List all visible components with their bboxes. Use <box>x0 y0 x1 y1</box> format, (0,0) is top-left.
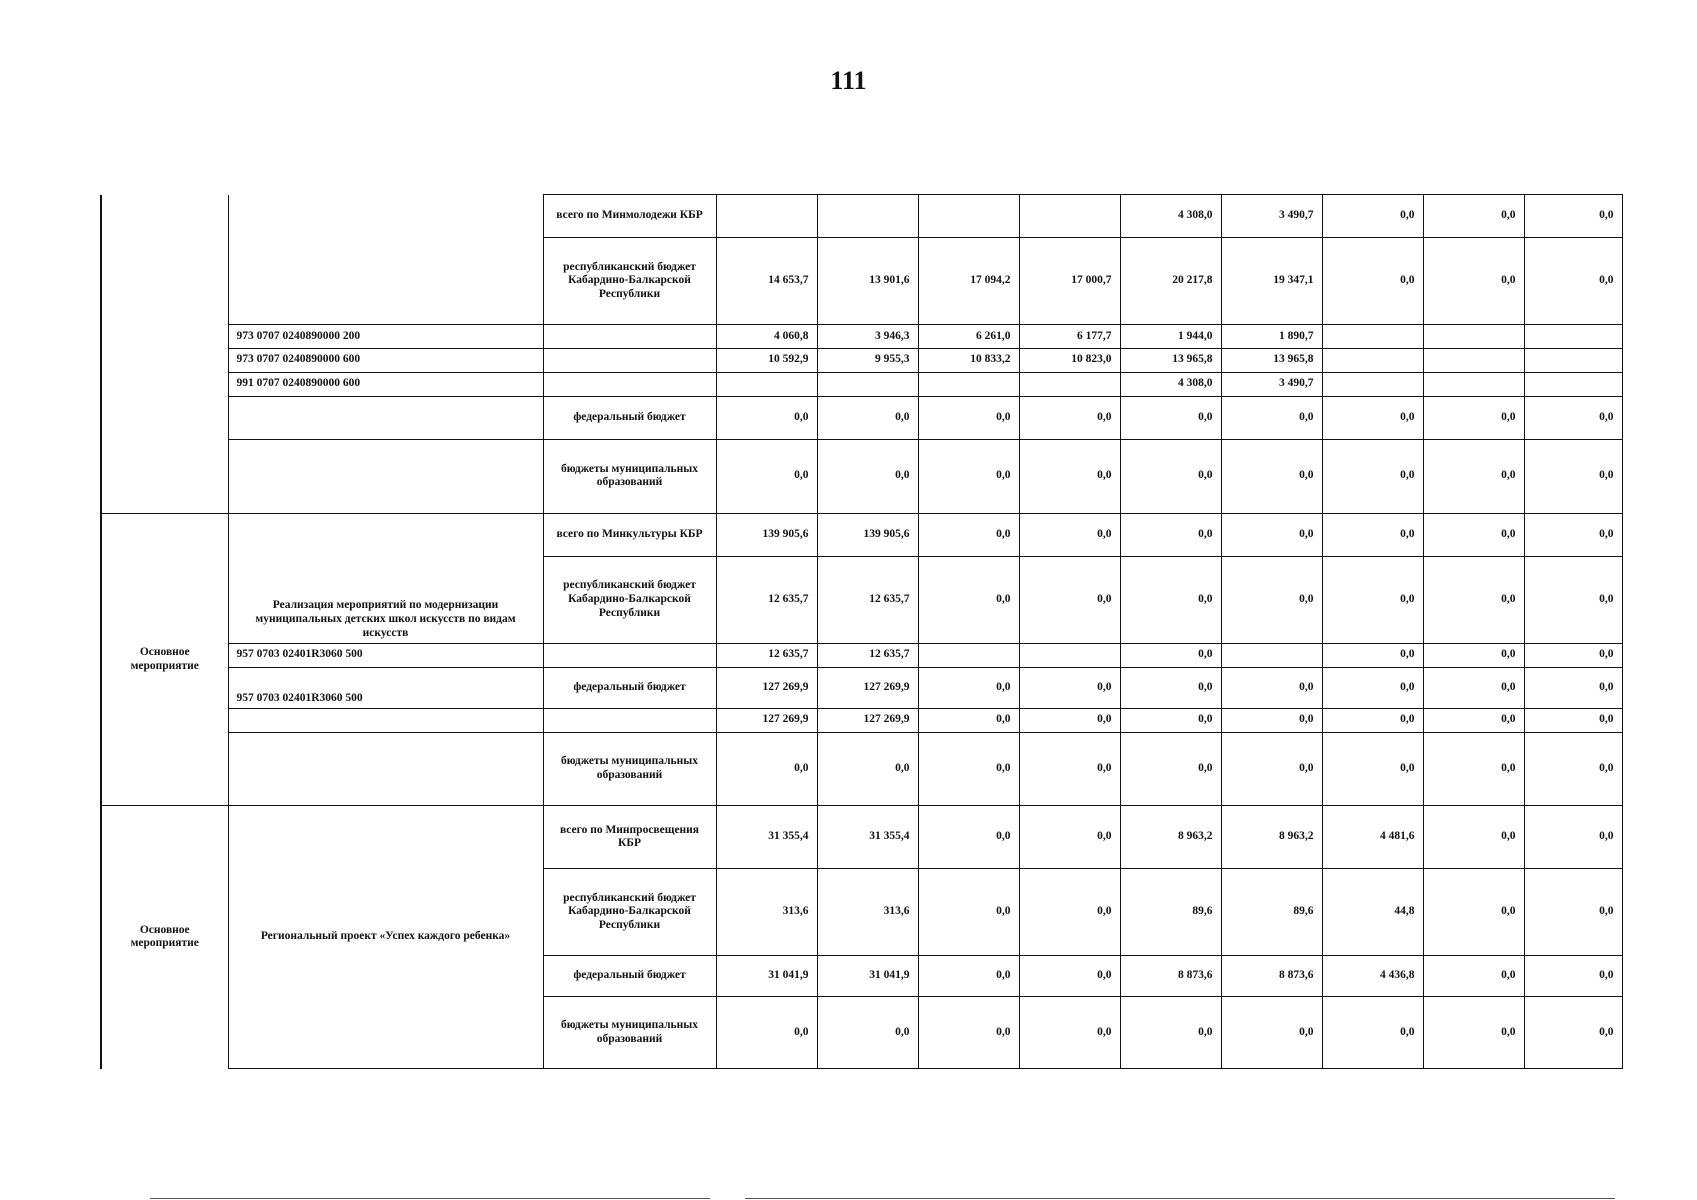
amount-cell: 8 963,2 <box>1221 806 1322 869</box>
amount-cell: 0,0 <box>817 997 918 1069</box>
amount-cell <box>1423 372 1524 396</box>
budget-code: 957 0703 02401R3060 500 <box>228 643 543 667</box>
amount-cell <box>817 372 918 396</box>
amount-cell: 0,0 <box>716 997 817 1069</box>
amount-cell: 9 955,3 <box>817 348 918 372</box>
amount-cell: 13 965,8 <box>1221 348 1322 372</box>
amount-cell: 0,0 <box>1019 956 1120 997</box>
budget-code <box>228 195 543 238</box>
amount-cell: 0,0 <box>1423 708 1524 732</box>
amount-cell: 14 653,7 <box>716 238 817 325</box>
amount-cell: 0,0 <box>1120 667 1221 708</box>
amount-cell: 0,0 <box>817 396 918 439</box>
amount-cell: 0,0 <box>1423 667 1524 708</box>
amount-cell: 0,0 <box>1221 513 1322 556</box>
funding-source <box>543 348 716 372</box>
amount-cell: 0,0 <box>1221 557 1322 644</box>
amount-cell: 0,0 <box>1423 195 1524 238</box>
amount-cell <box>1322 325 1423 349</box>
table-row <box>101 732 1622 806</box>
amount-cell <box>1524 325 1622 349</box>
amount-cell: 0,0 <box>1019 708 1120 732</box>
amount-cell <box>1322 372 1423 396</box>
amount-cell: 0,0 <box>1019 557 1120 644</box>
table-row <box>101 643 1622 667</box>
funding-source: федеральный бюджет <box>543 667 716 708</box>
amount-cell: 19 347,1 <box>1221 238 1322 325</box>
amount-cell: 0,0 <box>1120 557 1221 644</box>
amount-cell: 0,0 <box>1120 513 1221 556</box>
amount-cell <box>1423 325 1524 349</box>
amount-cell: 139 905,6 <box>817 513 918 556</box>
amount-cell: 313,6 <box>817 869 918 956</box>
table-row <box>101 325 1622 349</box>
funding-source <box>543 372 716 396</box>
amount-cell: 0,0 <box>1019 667 1120 708</box>
amount-cell: 0,0 <box>716 732 817 806</box>
amount-cell: 8 963,2 <box>1120 806 1221 869</box>
amount-cell: 12 635,7 <box>716 557 817 644</box>
amount-cell: 0,0 <box>1524 513 1622 556</box>
funding-source: бюджеты муниципальных образований <box>543 997 716 1069</box>
amount-cell: 0,0 <box>1524 238 1622 325</box>
amount-cell: 0,0 <box>1423 513 1524 556</box>
amount-cell: 0,0 <box>918 708 1019 732</box>
amount-cell: 0,0 <box>1524 643 1622 667</box>
amount-cell: 0,0 <box>1221 396 1322 439</box>
amount-cell: 1 944,0 <box>1120 325 1221 349</box>
amount-cell: 0,0 <box>1221 667 1322 708</box>
amount-cell: 3 946,3 <box>817 325 918 349</box>
amount-cell <box>1019 195 1120 238</box>
amount-cell: 17 094,2 <box>918 238 1019 325</box>
amount-cell: 0,0 <box>1524 708 1622 732</box>
funding-source: республиканский бюджет Кабардино-Балкарской Республики <box>543 869 716 956</box>
amount-cell: 89,6 <box>1120 869 1221 956</box>
amount-cell: 0,0 <box>1019 869 1120 956</box>
amount-cell: 8 873,6 <box>1221 956 1322 997</box>
amount-cell: 0,0 <box>1221 439 1322 513</box>
amount-cell: 10 833,2 <box>918 348 1019 372</box>
budget-code: 973 0707 0240890000 600 <box>228 348 543 372</box>
amount-cell <box>716 372 817 396</box>
amount-cell: 0,0 <box>918 956 1019 997</box>
amount-cell: 10 592,9 <box>716 348 817 372</box>
amount-cell: 0,0 <box>1322 732 1423 806</box>
amount-cell: 0,0 <box>918 997 1019 1069</box>
amount-cell: 1 890,7 <box>1221 325 1322 349</box>
table-row <box>101 238 1622 325</box>
amount-cell: 0,0 <box>1524 956 1622 997</box>
page-number: 111 <box>830 66 867 95</box>
amount-cell: 0,0 <box>1524 997 1622 1069</box>
amount-cell: 4 308,0 <box>1120 372 1221 396</box>
amount-cell: 0,0 <box>1120 732 1221 806</box>
footer-rule <box>745 1198 1615 1199</box>
activity-type-label <box>101 195 228 514</box>
amount-cell: 0,0 <box>918 732 1019 806</box>
funding-source: бюджеты муниципальных образований <box>543 732 716 806</box>
budget-code <box>228 439 543 513</box>
amount-cell <box>918 372 1019 396</box>
amount-cell: 12 635,7 <box>817 643 918 667</box>
amount-cell <box>1524 372 1622 396</box>
funding-source <box>543 325 716 349</box>
funding-source: федеральный бюджет <box>543 396 716 439</box>
amount-cell <box>716 195 817 238</box>
amount-cell: 6 261,0 <box>918 325 1019 349</box>
amount-cell <box>1019 372 1120 396</box>
table-row <box>101 513 1622 556</box>
amount-cell: 0,0 <box>1423 396 1524 439</box>
amount-cell: 0,0 <box>918 667 1019 708</box>
amount-cell: 13 901,6 <box>817 238 918 325</box>
amount-cell: 0,0 <box>817 732 918 806</box>
amount-cell: 0,0 <box>1524 732 1622 806</box>
amount-cell: 4 060,8 <box>716 325 817 349</box>
footer-rule <box>150 1198 710 1199</box>
budget-code <box>228 708 543 732</box>
amount-cell: 44,8 <box>1322 869 1423 956</box>
amount-cell: 0,0 <box>918 396 1019 439</box>
amount-cell: 12 635,7 <box>716 643 817 667</box>
amount-cell: 0,0 <box>1019 997 1120 1069</box>
amount-cell: 0,0 <box>716 439 817 513</box>
amount-cell: 313,6 <box>716 869 817 956</box>
budget-code: 973 0707 0240890000 200 <box>228 325 543 349</box>
amount-cell: 127 269,9 <box>716 708 817 732</box>
amount-cell: 3 490,7 <box>1221 372 1322 396</box>
funding-source: всего по Минпросвещения КБР <box>543 806 716 869</box>
amount-cell: 0,0 <box>1423 806 1524 869</box>
amount-cell: 6 177,7 <box>1019 325 1120 349</box>
amount-cell <box>918 195 1019 238</box>
amount-cell: 0,0 <box>1524 195 1622 238</box>
amount-cell <box>817 195 918 238</box>
table-row <box>101 372 1622 396</box>
amount-cell: 0,0 <box>918 869 1019 956</box>
table-body <box>101 195 1622 1069</box>
funding-source: республиканский бюджет Кабардино-Балкарской Республики <box>543 557 716 644</box>
amount-cell: 0,0 <box>918 557 1019 644</box>
budget-code: 957 0703 02401R3060 500 <box>228 667 543 708</box>
amount-cell: 0,0 <box>716 396 817 439</box>
amount-cell: 0,0 <box>1524 806 1622 869</box>
amount-cell: 0,0 <box>1524 557 1622 644</box>
amount-cell: 0,0 <box>1019 806 1120 869</box>
amount-cell: 0,0 <box>918 439 1019 513</box>
budget-code <box>228 732 543 806</box>
amount-cell <box>1524 348 1622 372</box>
activity-type-label: Основное мероприятие <box>101 806 228 1069</box>
amount-cell <box>1019 643 1120 667</box>
amount-cell: 0,0 <box>1524 869 1622 956</box>
amount-cell: 0,0 <box>1322 513 1423 556</box>
table-row <box>101 348 1622 372</box>
amount-cell: 0,0 <box>1221 708 1322 732</box>
table-row <box>101 195 1622 238</box>
table-row <box>101 439 1622 513</box>
amount-cell: 0,0 <box>918 806 1019 869</box>
amount-cell: 0,0 <box>1322 195 1423 238</box>
amount-cell: 0,0 <box>1019 513 1120 556</box>
amount-cell: 0,0 <box>1120 396 1221 439</box>
amount-cell: 0,0 <box>1322 708 1423 732</box>
amount-cell: 3 490,7 <box>1221 195 1322 238</box>
amount-cell: 0,0 <box>1322 238 1423 325</box>
amount-cell: 0,0 <box>1019 439 1120 513</box>
funding-source <box>543 708 716 732</box>
amount-cell: 31 355,4 <box>817 806 918 869</box>
funding-source: всего по Минкультуры КБР <box>543 513 716 556</box>
amount-cell: 0,0 <box>1322 997 1423 1069</box>
amount-cell: 0,0 <box>1221 997 1322 1069</box>
amount-cell: 31 041,9 <box>716 956 817 997</box>
table-row <box>101 396 1622 439</box>
amount-cell: 89,6 <box>1221 869 1322 956</box>
amount-cell: 0,0 <box>817 439 918 513</box>
activity-type-label: Основное мероприятие <box>101 513 228 806</box>
amount-cell: 0,0 <box>1120 439 1221 513</box>
amount-cell: 0,0 <box>1423 439 1524 513</box>
amount-cell: 127 269,9 <box>716 667 817 708</box>
amount-cell: 0,0 <box>1322 643 1423 667</box>
amount-cell <box>918 643 1019 667</box>
amount-cell: 4 481,6 <box>1322 806 1423 869</box>
amount-cell: 0,0 <box>1221 732 1322 806</box>
amount-cell <box>1423 348 1524 372</box>
amount-cell: 0,0 <box>1423 732 1524 806</box>
amount-cell: 13 965,8 <box>1120 348 1221 372</box>
amount-cell: 0,0 <box>1120 997 1221 1069</box>
amount-cell: 0,0 <box>1120 708 1221 732</box>
activity-name: Региональный проект «Успех каждого ребенка» <box>228 806 543 1069</box>
amount-cell: 12 635,7 <box>817 557 918 644</box>
funding-source: всего по Минмолодежи КБР <box>543 195 716 238</box>
amount-cell <box>1221 643 1322 667</box>
activity-name: Реализация мероприятий по модернизации муниципальных детских школ искусств по видам искусств <box>228 513 543 643</box>
amount-cell: 0,0 <box>1423 643 1524 667</box>
amount-cell: 139 905,6 <box>716 513 817 556</box>
budget-table <box>100 194 1623 1069</box>
amount-cell: 0,0 <box>1423 956 1524 997</box>
amount-cell: 0,0 <box>1524 396 1622 439</box>
table-row <box>101 708 1622 732</box>
amount-cell: 0,0 <box>1322 557 1423 644</box>
budget-code: 991 0707 0240890000 600 <box>228 372 543 396</box>
amount-cell: 0,0 <box>1524 439 1622 513</box>
table-row <box>101 667 1622 708</box>
amount-cell: 4 308,0 <box>1120 195 1221 238</box>
amount-cell: 0,0 <box>1019 396 1120 439</box>
amount-cell: 0,0 <box>1423 238 1524 325</box>
amount-cell: 17 000,7 <box>1019 238 1120 325</box>
amount-cell: 127 269,9 <box>817 667 918 708</box>
funding-source: бюджеты муниципальных образований <box>543 439 716 513</box>
funding-source: республиканский бюджет Кабардино-Балкарской Республики <box>543 238 716 325</box>
funding-source <box>543 643 716 667</box>
amount-cell: 0,0 <box>1322 396 1423 439</box>
amount-cell: 127 269,9 <box>817 708 918 732</box>
amount-cell: 0,0 <box>1524 667 1622 708</box>
budget-code <box>228 396 543 439</box>
amount-cell: 0,0 <box>1423 997 1524 1069</box>
amount-cell: 20 217,8 <box>1120 238 1221 325</box>
amount-cell: 0,0 <box>1322 667 1423 708</box>
amount-cell: 4 436,8 <box>1322 956 1423 997</box>
amount-cell: 10 823,0 <box>1019 348 1120 372</box>
amount-cell: 8 873,6 <box>1120 956 1221 997</box>
amount-cell: 0,0 <box>1322 439 1423 513</box>
amount-cell: 0,0 <box>1423 557 1524 644</box>
amount-cell: 0,0 <box>1423 869 1524 956</box>
funding-source: федеральный бюджет <box>543 956 716 997</box>
amount-cell: 0,0 <box>1019 732 1120 806</box>
amount-cell: 0,0 <box>1120 643 1221 667</box>
amount-cell: 0,0 <box>918 513 1019 556</box>
amount-cell: 31 355,4 <box>716 806 817 869</box>
table-row <box>101 806 1622 869</box>
amount-cell: 31 041,9 <box>817 956 918 997</box>
budget-code <box>228 238 543 325</box>
amount-cell <box>1322 348 1423 372</box>
